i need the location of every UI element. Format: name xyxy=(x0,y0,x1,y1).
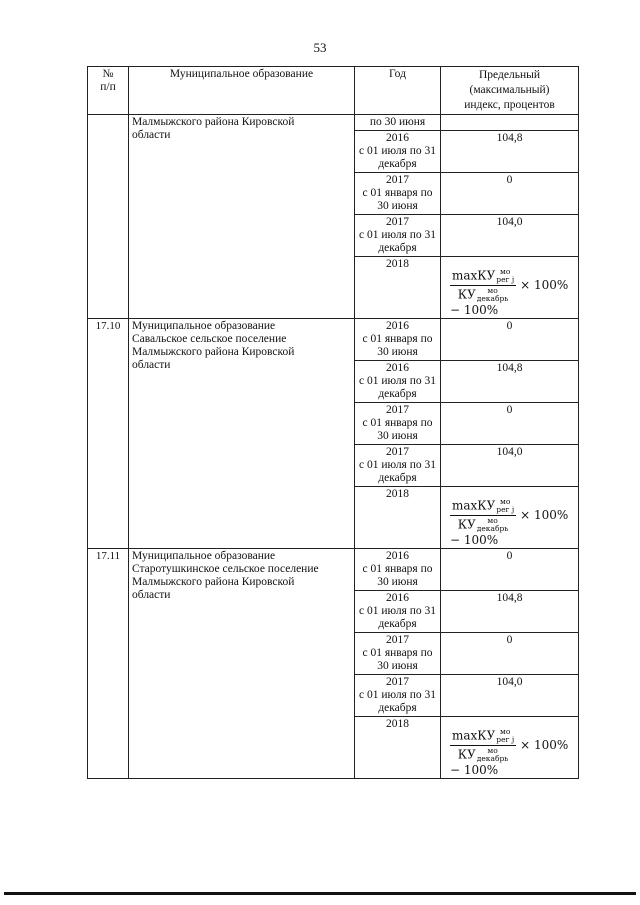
municipality-name-line: области xyxy=(132,129,171,141)
formula-numer-sub-wrap xyxy=(496,276,514,284)
formula xyxy=(444,728,575,777)
year-value: 2016 xyxy=(386,592,409,604)
formula-fraction xyxy=(450,728,516,763)
municipality-name-line: Муниципальное образование xyxy=(132,320,276,332)
index-value: 104,0 xyxy=(441,675,579,717)
index-value: 0 xyxy=(441,319,579,361)
year-cell xyxy=(355,487,441,549)
formula-denom-sup: мо xyxy=(487,746,498,755)
formula-fraction xyxy=(450,498,516,533)
header-year: Год xyxy=(355,67,441,115)
year-value: 2018 xyxy=(386,488,409,500)
row-number: 17.10 xyxy=(88,319,129,549)
year-value: 2017 xyxy=(386,634,409,646)
header-index-line: Предельный xyxy=(479,69,540,81)
index-value: 0 xyxy=(441,173,579,215)
header-index-line: индекс, процентов xyxy=(464,99,555,111)
formula-line xyxy=(450,498,568,533)
bottom-rule xyxy=(4,892,636,895)
index-value: 0 xyxy=(441,549,579,591)
index-value: 0 xyxy=(441,633,579,675)
year-cell xyxy=(355,675,441,717)
formula-numer-sup: мо xyxy=(500,497,511,506)
formula-denom-sup: мо xyxy=(487,286,498,295)
index-formula xyxy=(441,717,579,779)
period-value: с 01 января по 30 июня xyxy=(362,187,433,212)
page-number: 53 xyxy=(313,40,327,55)
year-cell xyxy=(355,549,441,591)
formula-numer-sub-i: j xyxy=(511,735,515,744)
table-header-row xyxy=(88,67,579,115)
header-index xyxy=(441,67,579,115)
formula-numer-sub-i: j xyxy=(511,275,515,284)
formula-numer-sub: рег xyxy=(496,735,510,744)
formula-denom-sub: декабрь xyxy=(476,754,509,763)
formula xyxy=(444,498,575,547)
year-cell xyxy=(355,173,441,215)
year-value: 2018 xyxy=(386,258,409,270)
year-value: 2017 xyxy=(386,446,409,458)
year-cell xyxy=(355,633,441,675)
formula-times: × 100% xyxy=(520,278,569,292)
formula-denom-sub: декабрь xyxy=(476,524,509,533)
period-value: с 01 июля по 31 декабря xyxy=(359,689,436,714)
municipality-name-line: Старотушкинское сельское поселение xyxy=(132,563,319,575)
municipality-name-line: Малмыжского района Кировской xyxy=(132,116,295,128)
formula-denom-scripts xyxy=(477,747,509,763)
formula-numerator xyxy=(450,728,516,746)
year-cell xyxy=(355,131,441,173)
formula-minus: − 100% xyxy=(450,763,499,777)
row-number xyxy=(88,115,129,319)
period-value: с 01 июля по 31 декабря xyxy=(359,375,436,400)
formula-numer-main: maxКУ xyxy=(452,268,496,283)
year-value: 2017 xyxy=(386,404,409,416)
formula-denom-sub: декабрь xyxy=(476,294,509,303)
municipality-name xyxy=(129,549,355,779)
municipality-name-line: области xyxy=(132,359,171,371)
formula-minus: − 100% xyxy=(450,303,499,317)
period-value: с 01 июля по 31 декабря xyxy=(359,605,436,630)
year-value: 2016 xyxy=(386,320,409,332)
table-row xyxy=(88,319,579,361)
formula-minus: − 100% xyxy=(450,533,499,547)
year-value: 2017 xyxy=(386,676,409,688)
index-value: 104,8 xyxy=(441,591,579,633)
index-value: 0 xyxy=(441,403,579,445)
formula-line xyxy=(450,728,568,763)
row-number: 17.11 xyxy=(88,549,129,779)
formula-denom-scripts xyxy=(477,517,509,533)
table-row xyxy=(88,115,579,131)
formula-times: × 100% xyxy=(520,508,569,522)
municipality-name xyxy=(129,115,355,319)
index-formula xyxy=(441,487,579,549)
tariff-index-table xyxy=(87,66,579,779)
index-value: 104,8 xyxy=(441,131,579,173)
table-body xyxy=(88,115,579,779)
formula-numer-sup: мо xyxy=(500,267,511,276)
period-value: с 01 января по 30 июня xyxy=(362,563,433,588)
formula-numer-scripts xyxy=(496,268,514,284)
year-cell xyxy=(355,115,441,131)
formula-numer-sup: мо xyxy=(500,727,511,736)
formula-numer-scripts xyxy=(496,498,514,514)
header-num-line: № xyxy=(102,68,114,80)
formula-denominator xyxy=(456,516,511,533)
formula-numer-sub: рег xyxy=(496,275,510,284)
period-value: с 01 января по 30 июня xyxy=(362,333,433,358)
index-value xyxy=(441,115,579,131)
year-value: 2018 xyxy=(386,718,409,730)
formula-numer-scripts xyxy=(496,728,514,744)
year-value: 2017 xyxy=(386,216,409,228)
formula-numer-sub: рег xyxy=(496,505,510,514)
period-value: с 01 января по 30 июня xyxy=(362,417,433,442)
formula-numer-main: maxКУ xyxy=(452,728,496,743)
index-value: 104,0 xyxy=(441,215,579,257)
formula-numerator xyxy=(450,498,516,516)
formula-numer-sub-wrap xyxy=(496,506,514,514)
municipality-name-line: области xyxy=(132,589,171,601)
formula-denom-main: КУ xyxy=(457,517,476,532)
year-value: 2016 xyxy=(386,132,409,144)
municipality-name-line: Савальское сельское поселение xyxy=(132,333,287,345)
formula-denom-main: КУ xyxy=(457,747,476,762)
year-cell xyxy=(355,361,441,403)
period-value: с 01 июля по 31 декабря xyxy=(359,145,436,170)
period-value: с 01 июля по 31 декабря xyxy=(359,229,436,254)
formula-denom-main: КУ xyxy=(457,287,476,302)
period-value: с 01 июля по 31 декабря xyxy=(359,459,436,484)
period-value: по 30 июня xyxy=(369,116,426,128)
table-row xyxy=(88,549,579,591)
year-cell xyxy=(355,319,441,361)
formula-times: × 100% xyxy=(520,738,569,752)
year-cell xyxy=(355,445,441,487)
year-value: 2016 xyxy=(386,362,409,374)
year-value: 2017 xyxy=(386,174,409,186)
formula-numer-sub-wrap xyxy=(496,736,514,744)
formula-fraction xyxy=(450,268,516,303)
municipality-name-line: Муниципальное образование xyxy=(132,550,276,562)
header-municipality: Муниципальное образование xyxy=(129,67,355,115)
formula-denominator xyxy=(456,746,511,763)
formula-denom-scripts xyxy=(477,287,509,303)
formula-numer-main: maxКУ xyxy=(452,498,496,513)
formula-numer-sub-i: j xyxy=(511,505,515,514)
formula xyxy=(444,268,575,317)
index-value: 104,8 xyxy=(441,361,579,403)
year-cell xyxy=(355,717,441,779)
header-num-line: п/п xyxy=(100,81,116,93)
index-formula xyxy=(441,257,579,319)
index-value: 104,0 xyxy=(441,445,579,487)
year-cell xyxy=(355,403,441,445)
year-cell xyxy=(355,591,441,633)
formula-numerator xyxy=(450,268,516,286)
year-value: 2016 xyxy=(386,550,409,562)
municipality-name xyxy=(129,319,355,549)
header-num xyxy=(88,67,129,115)
period-value: с 01 января по 30 июня xyxy=(362,647,433,672)
municipality-name-line: Малмыжского района Кировской xyxy=(132,346,295,358)
year-cell xyxy=(355,215,441,257)
formula-line xyxy=(450,268,568,303)
header-index-line: (максимальный) xyxy=(469,84,550,96)
formula-denom-sup: мо xyxy=(487,516,498,525)
formula-denominator xyxy=(456,286,511,303)
year-cell xyxy=(355,257,441,319)
municipality-name-line: Малмыжского района Кировской xyxy=(132,576,295,588)
